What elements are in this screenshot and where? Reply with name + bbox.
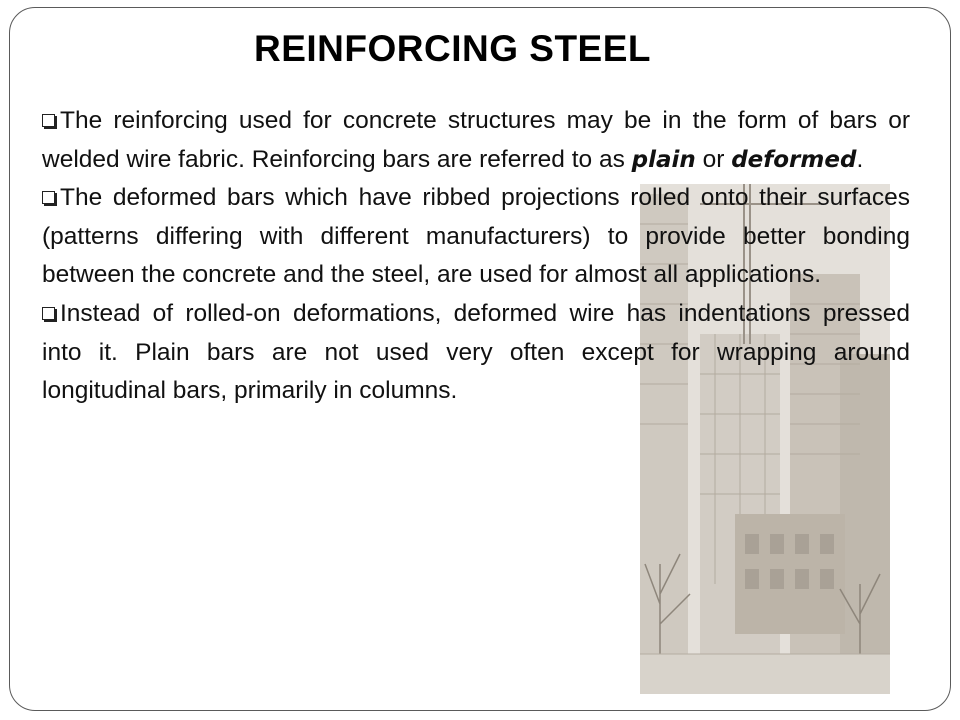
bullet-1-end: . <box>856 145 864 173</box>
checkbox-bullet-icon <box>42 307 55 320</box>
term-plain: plain <box>631 146 696 173</box>
bullet-2-text: The deformed bars which have ribbed projections rolled onto their surfaces (patterns differing with different manufacturers) to provide better bonding between the concrete and the steel, are used for almost all applications. <box>42 184 910 289</box>
bullet-1-text: The reinforcing used for concrete structures may be in the form of bars or welded wire fabric. Reinforcing bars are referred to as <box>42 107 910 173</box>
bullet-3-text: Instead of rolled-on deformations, deformed wire has indentations pressed into it. Plain bars are not used very often except for wrapping around longitudinal bars, primarily in columns. <box>42 299 910 405</box>
body-text <box>42 102 910 411</box>
term-deformed: deformed <box>731 146 857 173</box>
checkbox-bullet-icon <box>42 191 55 204</box>
bullet-1-connector: or <box>695 145 732 173</box>
bullet-3 <box>42 295 910 411</box>
slide-title: REINFORCING STEEL <box>253 28 652 69</box>
bullet-2 <box>42 179 910 295</box>
checkbox-bullet-icon <box>42 114 55 127</box>
bullet-1 <box>42 102 910 179</box>
